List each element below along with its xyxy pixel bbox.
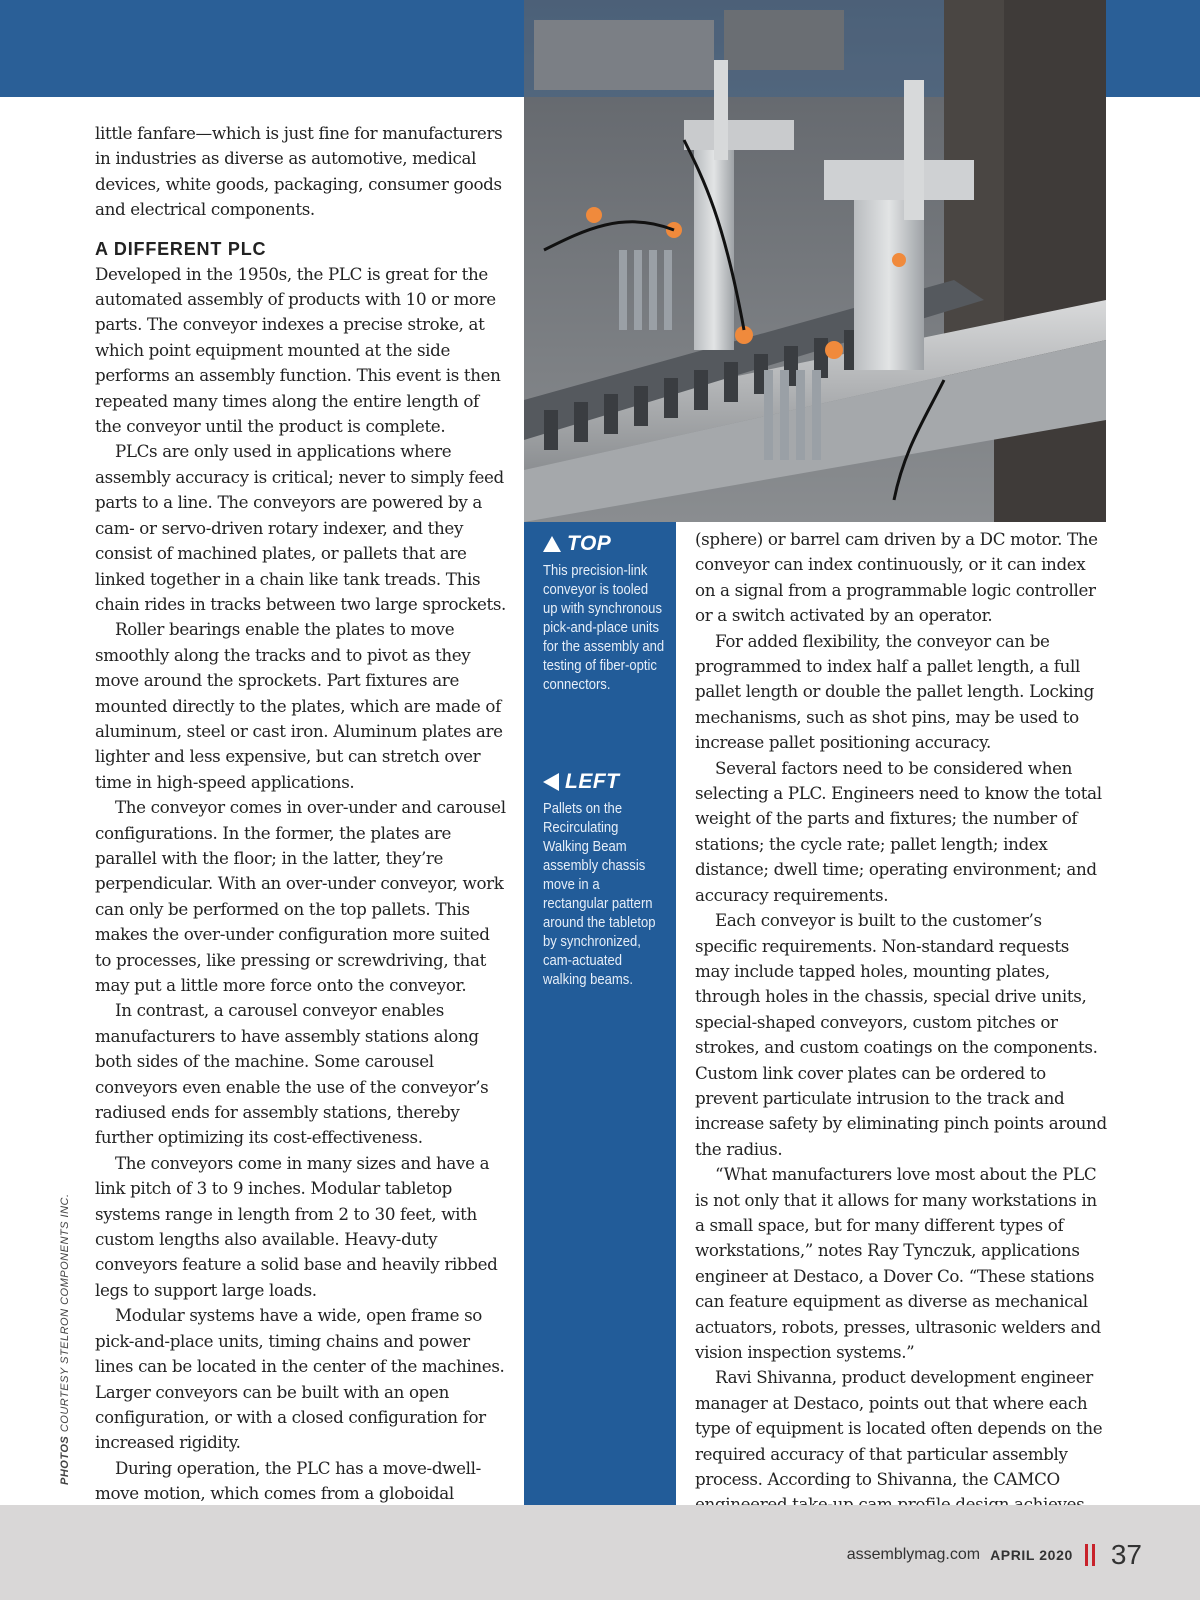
paragraph: PLCs are only used in applications where assembly accuracy is critical; never to simply feed parts to a line. The conveyors are powered by a cam- or servo-driven rotary indexer, and they consist of machined plates, or pallets that are linked together in a chain like tank treads. This chain rides in tracks between two large sprockets. — [95, 441, 507, 614]
paragraph: “What manufacturers love most about the PLC is not only that it allows for many workstations in a small space, but for many different types of workstations,” notes Ray Tynczuk, applications engineer at Destaco, a Dover Co. “These stations can feature equipment as diverse as mechanical actuators, robots, presses, ultrasonic welders and vision inspection systems.” — [695, 1164, 1101, 1362]
footer-site[interactable]: assemblymag.com — [846, 1546, 981, 1563]
caption-top-text: This precision-link conveyor is tooled up with synchronous pick-and-place units for the assembly and testing of fiber-optic connectors. — [543, 563, 665, 693]
section-heading: A DIFFERENT PLC — [95, 238, 267, 259]
caption-top — [543, 532, 665, 695]
paragraph: little fanfare—which is just fine for manufacturers in industries as diverse as automotive, medical devices, white goods, packaging, consumer goods and electrical components. — [95, 123, 503, 220]
paragraph: The conveyors come in many sizes and have a link pitch of 3 to 9 inches. Modular tabletop systems range in length from 2 to 30 feet, with custom lengths also available. Heavy-duty conveyors feature a solid base and heavily ribbed legs to support large loads. — [95, 1152, 498, 1300]
paragraph: Modular systems have a wide, open frame so pick-and-place units, timing chains and power lines can be located in the center of the machines. Larger conveyors can be built with an open configuration, or with a closed configuration for increased rigidity. — [95, 1305, 505, 1453]
photo-credit — [59, 1193, 71, 1485]
photo-credit-text: COURTESY STELRON COMPONENTS INC. — [59, 1193, 71, 1433]
page-number: 37 — [1110, 1539, 1142, 1570]
page-footer — [0, 1505, 1200, 1600]
article-column-left — [95, 121, 507, 1507]
paragraph: Roller bearings enable the plates to move smoothly along the tracks and to pivot as they move around the sprockets. Part fixtures are mounted directly to the plates, which are made of aluminum, steel or cast iron. Aluminum plates are lighter and less expensive, but can stretch over time in high-speed applications. — [95, 619, 503, 792]
caption-left-text: Pallets on the Recirculating Walking Beam assembly chassis move in a rectangular pattern around the tabletop by synchronized, cam-actuated walking beams. — [543, 801, 656, 988]
paragraph: Each conveyor is built to the customer’s specific requirements. Non-standard requests may include tapped holes, mounting plates, through holes in the chassis, special drive units, special-shaped conveyors, custom pitches or strokes, and custom coatings on the components. Custom link cover plates can be ordered to prevent particulate intrusion to the track and increase safety by eliminating pinch points around the radius. — [695, 910, 1107, 1159]
caption-top-heading: TOP — [567, 532, 612, 555]
paragraph: During operation, the PLC has a move-dwell-move motion, which comes from a globoidal — [95, 1457, 481, 1504]
arrow-up-icon — [543, 536, 561, 552]
conveyor-photo — [524, 0, 1106, 522]
photo-credit-label: PHOTOS — [59, 1435, 71, 1485]
caption-sidebar — [524, 522, 676, 1506]
paragraph: (sphere) or barrel cam driven by a DC motor. The conveyor can index continuously, or it can index on a signal from a programmable logic controller or a switch activated by an operator. — [695, 529, 1098, 626]
article-column-right — [695, 527, 1107, 1518]
arrow-left-icon — [543, 773, 559, 791]
paragraph: Ravi Shivanna, product development engineer manager at Destaco, points out that where each type of equipment is located often depends on the required accuracy of that particular assembly process. According to Shivanna, the CAMCO — [695, 1367, 1103, 1490]
caption-left — [543, 770, 665, 990]
paragraph: Developed in the 1950s, the PLC is great for the automated assembly of products with 10 or more parts. The conveyor indexes a precise stroke, at which point equipment mounted at the side performs an assembly function. This event is then repeated many times along the entire length of the conveyor until the product is complete. — [95, 263, 501, 437]
divider-bars-icon — [1085, 1544, 1099, 1566]
paragraph: The conveyor comes in over-under and carousel configurations. In the former, the plates are parallel with the floor; in the latter, they’re perpendicular. With an over-under conveyor, work can only be performed on the top pallets. This makes the over-under configuration more suited to processes, like pressing or screwdriving, that may put a little more force onto the conveyor. — [95, 797, 506, 995]
paragraph: For added flexibility, the conveyor can be programmed to index half a pallet length, a full pallet length or double the pallet length. Locking mechanisms, such as shot pins, may be used to increase pallet positioning accuracy. — [695, 630, 1094, 753]
caption-left-heading: LEFT — [565, 770, 620, 793]
paragraph: Several factors need to be considered when selecting a PLC. Engineers need to know the total weight of the parts and fixtures; the number of stations; the cycle rate; pallet length; index distance; dwell time; operating environment; and accuracy requirements. — [695, 757, 1102, 905]
footer-date: APRIL 2020 — [990, 1547, 1073, 1563]
paragraph: In contrast, a carousel conveyor enables manufacturers to have assembly stations along both sides of the machine. Some carousel conveyors even enable the use of the conveyor’s radiused ends for assembly stations, thereby further optimizing its cost-effectiveness. — [95, 1000, 489, 1148]
